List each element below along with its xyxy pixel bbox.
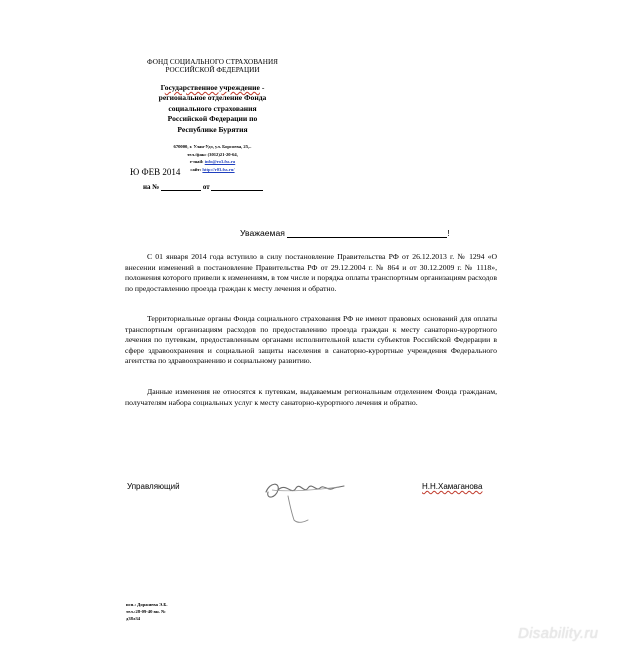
site-label: сайт: bbox=[190, 166, 203, 172]
recipient-name-blank bbox=[287, 228, 450, 238]
phone-line: тел./факс (3012)21-20-64, bbox=[187, 151, 238, 157]
address-line: 670000, г. Улан-Удэ, ул. Борсоева, 25,.. bbox=[173, 144, 252, 149]
fund-name bbox=[140, 58, 285, 75]
reference-number-blank bbox=[161, 183, 201, 191]
salutation-end: ! bbox=[447, 228, 450, 238]
salutation bbox=[240, 228, 450, 238]
fund-name-line-2: РОССИЙСКОЙ ФЕДЕРАЦИИ bbox=[165, 66, 260, 75]
handwritten-signature bbox=[258, 470, 353, 530]
institution-underlined: осударственное учреждение bbox=[164, 83, 260, 92]
reference-line bbox=[143, 183, 263, 191]
executor-line-3: д38л34 bbox=[126, 616, 141, 622]
paragraph-3: Данные изменения не относятся к путевкам, выдаваемым региональным отделением Фонда гражданам, получателям набора социальных услуг к месту санаторно-курортного лечения и обратно. bbox=[125, 387, 497, 407]
institution-prefix: Г bbox=[160, 83, 165, 92]
reference-number-label: на № bbox=[143, 183, 160, 191]
signatory-name: Н.Н.Хамаганова bbox=[422, 482, 483, 491]
reference-from-label: от bbox=[202, 183, 210, 191]
email-link[interactable]: info@ro3.fss.ru bbox=[204, 159, 236, 165]
site-watermark: Disability.ru bbox=[518, 625, 599, 642]
executor-info bbox=[126, 601, 168, 623]
email-line bbox=[160, 158, 265, 166]
site-link[interactable]: http://r03.fss.ru/ bbox=[202, 166, 235, 172]
institution-line-3: социального страхования bbox=[168, 103, 257, 113]
signatory-role: Управляющий bbox=[127, 482, 180, 491]
email-label: e-mail: bbox=[189, 159, 205, 165]
paragraph-2: Территориальные органы Фонда социального страхования РФ не имеют правовых оснований для оплаты транспортным организациям расходов по предоставлению проезда граждан к месту санаторно-курортного лечения по путевкам, предоставленным органами исполнительной власти субъектов Российской Федерации в сфере здравоохранения и социальной защиты населения в санаторно-курортные учреждения Федерального агентства по здравоохранению и социальному развитию. bbox=[125, 314, 497, 366]
paragraph-1: С 01 января 2014 года вступило в силу постановление Правительства РФ от 26.12.2013 г. № 1294 «О внесении изменений в постановление Правительства РФ от 29.12.2004 г. № 864 и от 30.12.2009 г. № 1118», положения которого привели к изменениям, в том числе и порядка оплаты транспортным организациям расходов по предоставлению проезда граждан к месту лечения и обратно. bbox=[125, 252, 497, 293]
institution-line-4: Российской Федерации по bbox=[167, 114, 258, 124]
executor-line-1: исп.: Доржиева Э.Б. bbox=[126, 602, 168, 607]
institution-line-5: Республике Бурятия bbox=[177, 124, 248, 134]
salutation-text: Уважаемая bbox=[240, 228, 285, 238]
institution-name bbox=[140, 83, 285, 135]
executor-line-2: тел.:28-09-40 вн. № bbox=[126, 609, 166, 615]
letter-date: Ю ФЕВ 2014 bbox=[130, 167, 181, 177]
fund-name-line-1: ФОНД СОЦИАЛЬНОГО СТРАХОВАНИЯ bbox=[147, 58, 278, 66]
institution-suffix: - bbox=[259, 83, 265, 92]
institution-line-1 bbox=[140, 83, 285, 93]
reference-date-blank bbox=[211, 183, 263, 191]
institution-line-2: региональное отделение Фонда bbox=[158, 93, 267, 103]
